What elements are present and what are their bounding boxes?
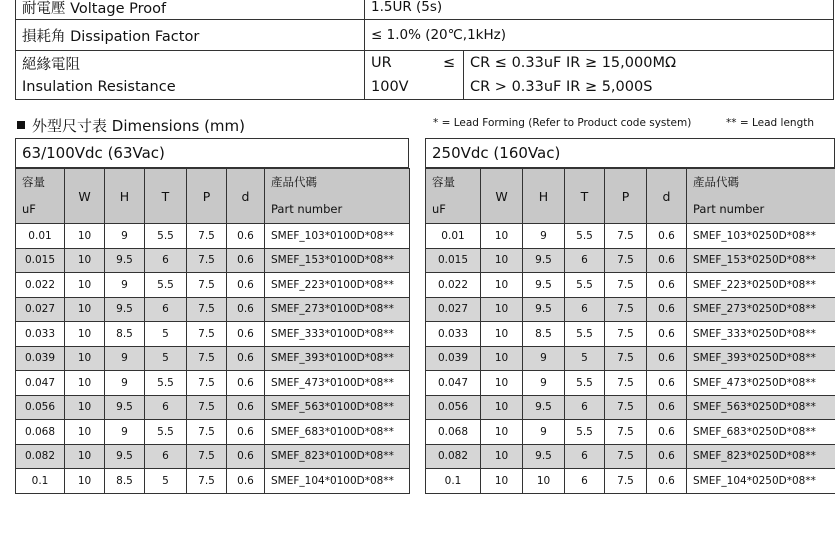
le-symbol: ≤ (443, 55, 456, 71)
header-t: T (145, 169, 187, 224)
cell-w: 10 (481, 224, 523, 249)
cell-p: 7.5 (605, 469, 647, 494)
table-row (16, 395, 410, 420)
table-row (16, 444, 410, 469)
lead-length-note: ** = Lead length (726, 117, 815, 129)
cell-p: 7.5 (605, 346, 647, 371)
cell-part-number: SMEF_473*0250D*08** (687, 371, 835, 396)
cell-w: 10 (65, 420, 105, 445)
ir-condition-1: CR ≤ 0.33uF IR ≥ 15,000MΩ (463, 51, 676, 75)
cell-d: 0.6 (227, 395, 265, 420)
cell-h: 9.5 (523, 395, 565, 420)
cell-d: 0.6 (647, 346, 687, 371)
table-row (16, 469, 410, 494)
cell-t: 6 (565, 469, 605, 494)
cell-h: 9 (105, 224, 145, 249)
cell-d: 0.6 (227, 248, 265, 273)
cell-part-number: SMEF_333*0250D*08** (687, 322, 835, 347)
table-row (426, 297, 835, 322)
cell-d: 0.6 (227, 224, 265, 249)
cell-w: 10 (65, 395, 105, 420)
cell-d: 0.6 (647, 395, 687, 420)
cell-h: 9.5 (523, 248, 565, 273)
cell-h: 9.5 (523, 297, 565, 322)
cell-d: 0.6 (647, 469, 687, 494)
cell-t: 5.5 (565, 322, 605, 347)
cell-t: 6 (565, 395, 605, 420)
header-p: P (187, 169, 227, 224)
cell-capacitance: 0.1 (426, 469, 481, 494)
table-row (16, 273, 410, 298)
cell-t: 5.5 (145, 420, 187, 445)
cell-d: 0.6 (647, 224, 687, 249)
table-row (426, 444, 835, 469)
cell-t: 6 (565, 248, 605, 273)
cell-p: 7.5 (605, 224, 647, 249)
cell-d: 0.6 (227, 297, 265, 322)
cell-part-number: SMEF_563*0250D*08** (687, 395, 835, 420)
header-capacitance: 容量 uF (16, 169, 65, 224)
cell-t: 6 (145, 444, 187, 469)
lead-forming-note: * = Lead Forming (Refer to Product code system) (433, 117, 692, 129)
cell-t: 5 (145, 469, 187, 494)
cell-capacitance: 0.068 (16, 420, 65, 445)
cell-w: 10 (481, 395, 523, 420)
header-part-number: 產品代碼 Part number (265, 169, 410, 224)
table-row (16, 224, 410, 249)
cell-t: 6 (145, 297, 187, 322)
spec-table (15, 0, 834, 100)
table-row (426, 469, 835, 494)
cell-p: 7.5 (605, 322, 647, 347)
cell-d: 0.6 (647, 297, 687, 322)
header-t: T (565, 169, 605, 224)
cell-p: 7.5 (605, 297, 647, 322)
cell-d: 0.6 (647, 322, 687, 347)
cell-w: 10 (65, 322, 105, 347)
insulation-label-en: Insulation Resistance (16, 75, 365, 100)
cell-p: 7.5 (605, 371, 647, 396)
cell-part-number: SMEF_104*0250D*08** (687, 469, 835, 494)
cell-h: 9 (105, 273, 145, 298)
cell-p: 7.5 (187, 371, 227, 396)
cell-capacitance: 0.015 (16, 248, 65, 273)
cell-d: 0.6 (227, 346, 265, 371)
cell-h: 10 (523, 469, 565, 494)
cell-part-number: SMEF_393*0250D*08** (687, 346, 835, 371)
cell-d: 0.6 (647, 273, 687, 298)
header-h: H (105, 169, 145, 224)
cell-part-number: SMEF_103*0100D*08** (265, 224, 410, 249)
cell-w: 10 (481, 322, 523, 347)
cell-w: 10 (65, 444, 105, 469)
cell-t: 6 (565, 297, 605, 322)
cell-t: 5.5 (145, 371, 187, 396)
cell-t: 5.5 (565, 273, 605, 298)
table-row (16, 346, 410, 371)
insulation-label-cn: 絕緣電阻 (16, 51, 365, 76)
header-w: W (481, 169, 523, 224)
header-d: d (647, 169, 687, 224)
cell-t: 5.5 (145, 224, 187, 249)
cell-w: 10 (481, 444, 523, 469)
cell-p: 7.5 (605, 420, 647, 445)
cell-p: 7.5 (187, 273, 227, 298)
insulation-row-2 (365, 75, 834, 100)
cell-h: 9.5 (105, 395, 145, 420)
cell-capacitance: 0.022 (16, 273, 65, 298)
table-row (16, 371, 410, 396)
cell-capacitance: 0.082 (426, 444, 481, 469)
insulation-row-1 (365, 51, 834, 76)
cell-h: 9 (105, 420, 145, 445)
cell-w: 10 (65, 248, 105, 273)
dimensions-title (17, 115, 245, 136)
cell-d: 0.6 (227, 420, 265, 445)
cell-d: 0.6 (227, 469, 265, 494)
cell-part-number: SMEF_273*0100D*08** (265, 297, 410, 322)
cell-p: 7.5 (187, 346, 227, 371)
cell-p: 7.5 (187, 395, 227, 420)
ir-condition-2: CR > 0.33uF IR ≥ 5,000S (463, 75, 652, 99)
cell-p: 7.5 (187, 469, 227, 494)
dissipation-label: 損耗角 Dissipation Factor (16, 20, 365, 51)
cell-w: 10 (481, 469, 523, 494)
cell-t: 5 (145, 346, 187, 371)
cell-capacitance: 0.039 (16, 346, 65, 371)
cell-t: 5 (145, 322, 187, 347)
cell-capacitance: 0.033 (16, 322, 65, 347)
cell-t: 5 (565, 346, 605, 371)
cell-w: 10 (65, 224, 105, 249)
cell-h: 9.5 (105, 248, 145, 273)
cell-h: 8.5 (105, 322, 145, 347)
cell-capacitance: 0.033 (426, 322, 481, 347)
cell-d: 0.6 (647, 248, 687, 273)
cell-part-number: SMEF_223*0250D*08** (687, 273, 835, 298)
cell-part-number: SMEF_153*0250D*08** (687, 248, 835, 273)
cell-part-number: SMEF_104*0100D*08** (265, 469, 410, 494)
cell-w: 10 (481, 248, 523, 273)
cell-p: 7.5 (187, 420, 227, 445)
header-w: W (65, 169, 105, 224)
cell-t: 5.5 (145, 273, 187, 298)
cell-d: 0.6 (227, 273, 265, 298)
cell-h: 9 (523, 346, 565, 371)
cell-h: 9 (523, 420, 565, 445)
table-row (426, 322, 835, 347)
right-dimension-table (425, 168, 835, 494)
cell-h: 9 (105, 371, 145, 396)
cell-h: 8.5 (523, 322, 565, 347)
cell-t: 5.5 (565, 224, 605, 249)
cell-capacitance: 0.056 (16, 395, 65, 420)
table-row (16, 297, 410, 322)
cell-h: 9 (523, 371, 565, 396)
cell-w: 10 (65, 273, 105, 298)
cell-t: 5.5 (565, 420, 605, 445)
cell-p: 7.5 (187, 248, 227, 273)
cell-w: 10 (481, 297, 523, 322)
cell-p: 7.5 (605, 395, 647, 420)
header-part-number: 產品代碼 Part number (687, 169, 835, 224)
cell-p: 7.5 (605, 444, 647, 469)
left-dimension-table (15, 168, 410, 494)
cell-capacitance: 0.047 (426, 371, 481, 396)
cell-capacitance: 0.022 (426, 273, 481, 298)
header-p: P (605, 169, 647, 224)
cell-capacitance: 0.027 (426, 297, 481, 322)
cell-part-number: SMEF_823*0250D*08** (687, 444, 835, 469)
cell-w: 10 (481, 273, 523, 298)
table-row (426, 395, 835, 420)
cell-p: 7.5 (187, 224, 227, 249)
table-header (16, 169, 410, 224)
cell-capacitance: 0.027 (16, 297, 65, 322)
cell-d: 0.6 (647, 371, 687, 396)
cell-capacitance: 0.082 (16, 444, 65, 469)
cell-part-number: SMEF_223*0100D*08** (265, 273, 410, 298)
cell-h: 8.5 (105, 469, 145, 494)
cell-h: 9.5 (105, 444, 145, 469)
cell-d: 0.6 (647, 444, 687, 469)
cell-w: 10 (65, 346, 105, 371)
dissipation-value: ≤ 1.0% (20℃,1kHz) (365, 20, 834, 51)
cell-d: 0.6 (227, 371, 265, 396)
cell-d: 0.6 (227, 322, 265, 347)
table-row (426, 273, 835, 298)
cell-capacitance: 0.1 (16, 469, 65, 494)
table-row (426, 346, 835, 371)
table-row (426, 420, 835, 445)
table-row (16, 420, 410, 445)
cell-t: 6 (145, 248, 187, 273)
table-row (426, 371, 835, 396)
cell-h: 9.5 (523, 444, 565, 469)
cell-w: 10 (481, 371, 523, 396)
cell-p: 7.5 (187, 444, 227, 469)
cell-capacitance: 0.056 (426, 395, 481, 420)
cell-p: 7.5 (187, 297, 227, 322)
cell-part-number: SMEF_823*0100D*08** (265, 444, 410, 469)
table-header (426, 169, 835, 224)
cell-h: 9.5 (523, 273, 565, 298)
cell-part-number: SMEF_563*0100D*08** (265, 395, 410, 420)
cell-part-number: SMEF_103*0250D*08** (687, 224, 835, 249)
cell-capacitance: 0.039 (426, 346, 481, 371)
table-row (16, 248, 410, 273)
cell-part-number: SMEF_683*0250D*08** (687, 420, 835, 445)
cell-t: 6 (145, 395, 187, 420)
cell-part-number: SMEF_273*0250D*08** (687, 297, 835, 322)
cell-h: 9 (523, 224, 565, 249)
voltage-100v: 100V (371, 79, 409, 95)
dimensions-title-text: 外型尺寸表 Dimensions (mm) (32, 117, 246, 135)
cell-capacitance: 0.047 (16, 371, 65, 396)
cell-d: 0.6 (647, 420, 687, 445)
header-capacitance: 容量 uF (426, 169, 481, 224)
header-h: H (523, 169, 565, 224)
cell-d: 0.6 (227, 444, 265, 469)
square-bullet-icon (17, 121, 25, 129)
cell-part-number: SMEF_393*0100D*08** (265, 346, 410, 371)
cell-w: 10 (65, 297, 105, 322)
left-table-title: 63/100Vdc (63Vac) (15, 138, 409, 168)
cell-capacitance: 0.01 (16, 224, 65, 249)
cell-capacitance: 0.015 (426, 248, 481, 273)
voltage-proof-value: 1.5UR (5s) (365, 0, 834, 20)
cell-part-number: SMEF_683*0100D*08** (265, 420, 410, 445)
cell-p: 7.5 (605, 248, 647, 273)
cell-part-number: SMEF_333*0100D*08** (265, 322, 410, 347)
cell-capacitance: 0.068 (426, 420, 481, 445)
voltage-proof-label: 耐電壓 Voltage Proof (16, 0, 365, 20)
table-row (426, 224, 835, 249)
cell-capacitance: 0.01 (426, 224, 481, 249)
ur-label: UR (371, 55, 392, 71)
cell-p: 7.5 (187, 322, 227, 347)
cell-t: 5.5 (565, 371, 605, 396)
cell-part-number: SMEF_153*0100D*08** (265, 248, 410, 273)
cell-p: 7.5 (605, 273, 647, 298)
right-table-title: 250Vdc (160Vac) (425, 138, 835, 168)
cell-w: 10 (481, 346, 523, 371)
cell-w: 10 (481, 420, 523, 445)
table-row (426, 248, 835, 273)
table-row (16, 322, 410, 347)
cell-w: 10 (65, 371, 105, 396)
cell-part-number: SMEF_473*0100D*08** (265, 371, 410, 396)
cell-t: 6 (565, 444, 605, 469)
cell-h: 9 (105, 346, 145, 371)
cell-w: 10 (65, 469, 105, 494)
cell-h: 9.5 (105, 297, 145, 322)
header-d: d (227, 169, 265, 224)
